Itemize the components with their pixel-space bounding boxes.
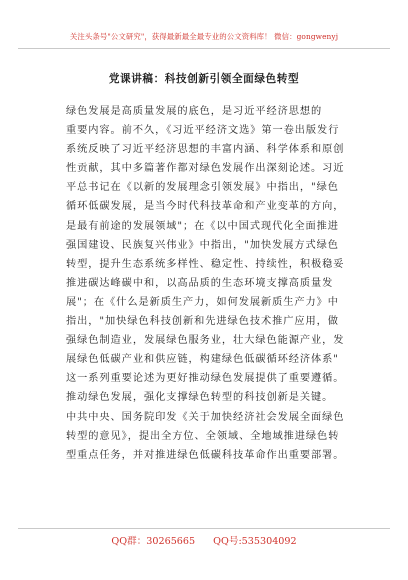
body-line: 是最有前途的发展领域"；在《以中国式现代化全面推进 <box>66 220 339 232</box>
qq-group-text: QQ群：30265665 <box>111 536 196 547</box>
body-line: 展"；在《什么是新质生产力，如何发展新质生产力》中 <box>66 296 339 308</box>
page-footer <box>18 528 390 559</box>
body-line: 推动绿色发展，强化支撑绿色转型的科技创新是关键。 <box>66 392 334 404</box>
body-line: 型重点任务，并对推进绿色低碳科技革命作出重要部署。 <box>66 449 345 461</box>
header-notice: 关注头条号"公文研究"，获得最新最全最专业的公文资料库！ 微信：gongwenyj <box>69 32 339 41</box>
body-line: 推进碳达峰碳中和，以高品质的生态环境支撑高质量发 <box>66 277 334 289</box>
body-line: 转型的意见》，提出全方位、全领域、全地域推进绿色转 <box>66 430 340 442</box>
body-line: 强国建设、民族复兴伟业》中指出，"加快发展方式绿色 <box>66 239 339 251</box>
body-line: 展绿色低碳产业和供应链，构建绿色低碳循环经济体系" <box>66 354 339 366</box>
document-title: 党课讲稿：科技创新引领全面绿色转型 <box>108 73 300 85</box>
body-line: 指出，"加快绿色科技创新和先进绿色技术推广应用，做 <box>66 316 339 328</box>
body-line: 强绿色制造业，发展绿色服务业，壮大绿色能源产业，发 <box>66 335 345 347</box>
body-line: 循环低碳发展，是当今时代科技革命和产业变革的方向， <box>66 201 345 213</box>
body-line: 性贡献，其中多篇著作都对绿色发展作出深刻论述。习近 <box>66 163 345 175</box>
body-line: 平总书记在《以新的发展理念引领发展》中指出，"绿色 <box>66 182 339 194</box>
page-header <box>18 20 390 49</box>
body-line: 转型，提升生态系统多样性、稳定性、持续性，积极稳妥 <box>66 258 345 270</box>
body-line: 中共中央、国务院印发《关于加快经济社会发展全面绿色 <box>66 411 345 423</box>
footer-contact <box>18 533 390 547</box>
body-line: 系统反映了习近平经济思想的丰富内涵、科学体系和原创 <box>66 144 345 156</box>
body-line: 重要内容。前不久，《习近平经济文选》第一卷出版发行 <box>66 125 340 137</box>
qq-number-text: QQ号:535304092 <box>213 536 297 547</box>
document-body <box>66 102 346 465</box>
body-line: 这一系列重要论述为更好推动绿色发展提供了重要遵循。 <box>66 373 345 385</box>
body-line: 绿色发展是高质量发展的底色，是习近平经济思想的 <box>66 106 323 117</box>
